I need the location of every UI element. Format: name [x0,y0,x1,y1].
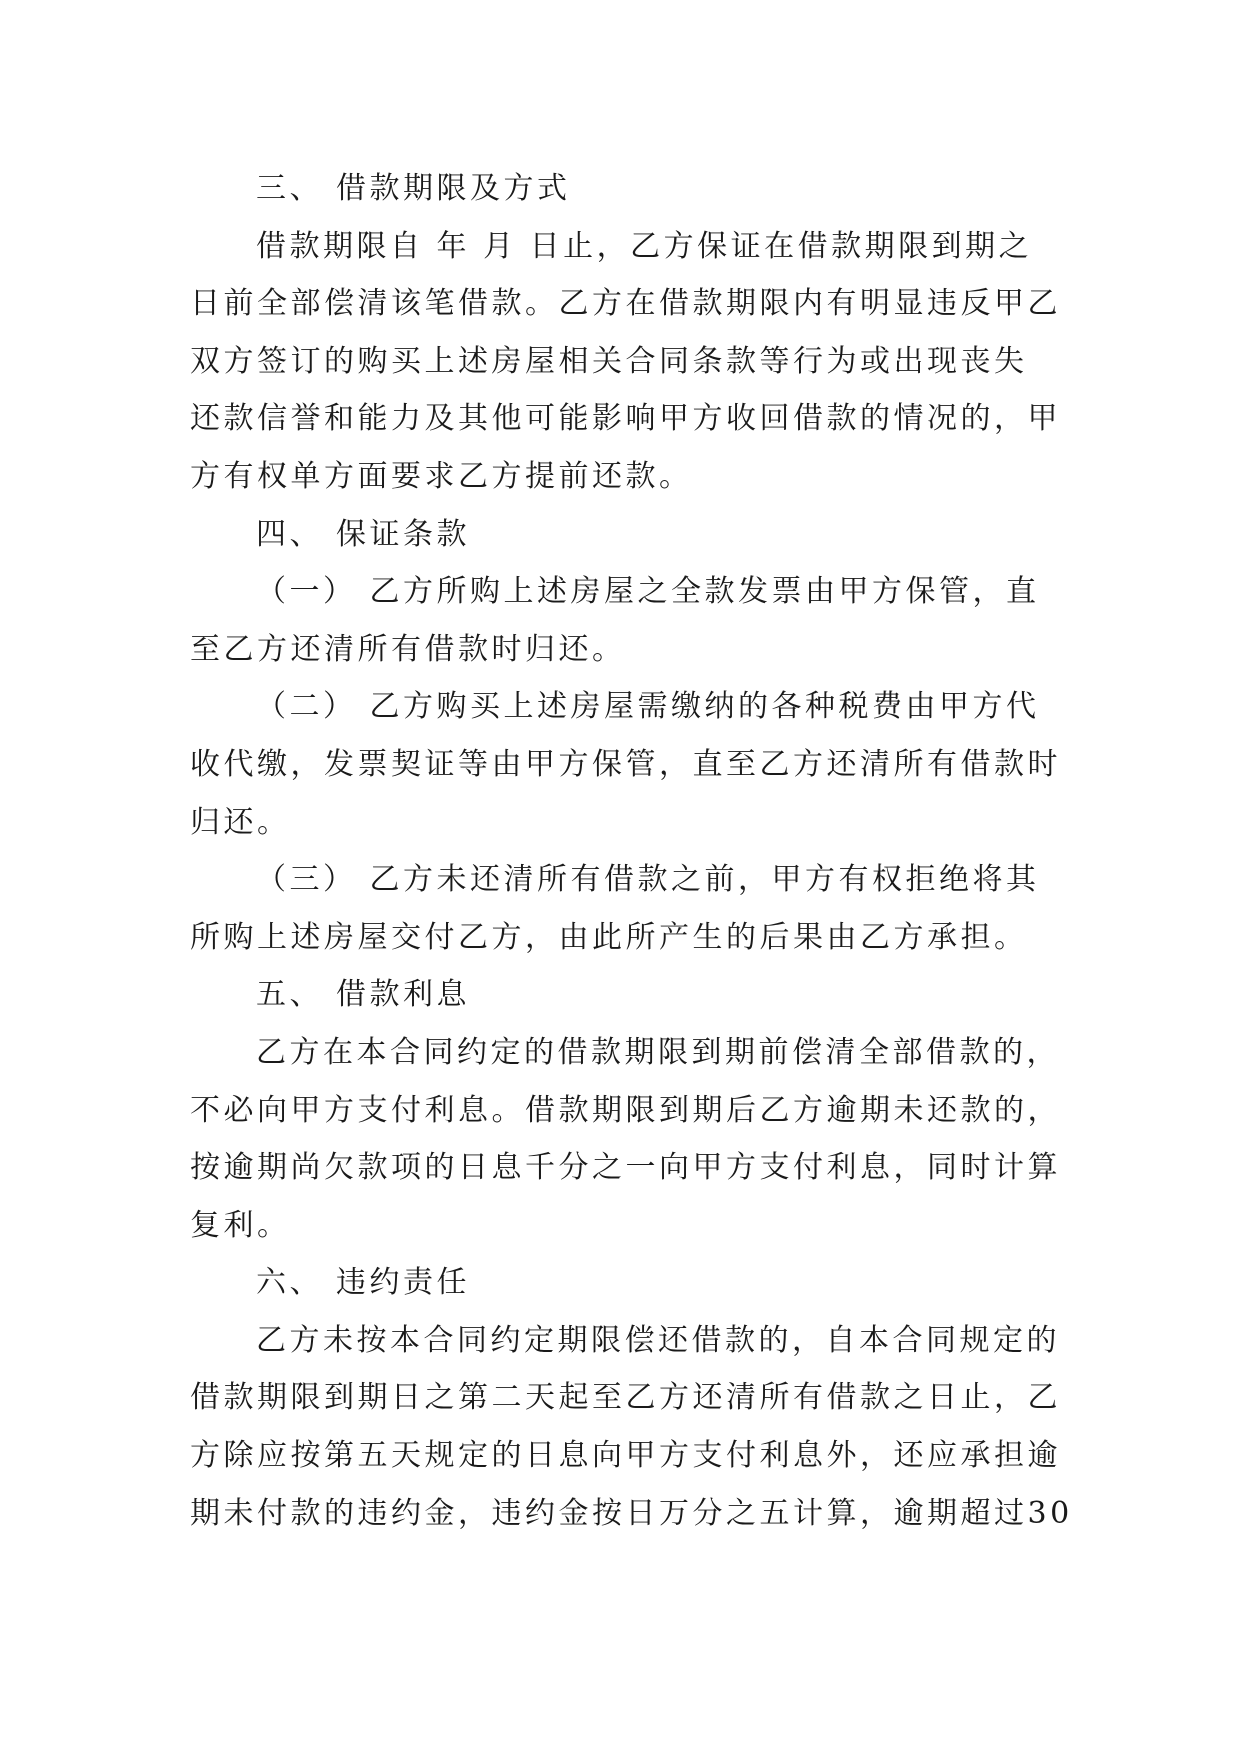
para-4-3 [190,851,1070,966]
text-line: （三） 乙方未还清所有借款之前，甲方有权拒绝将其 [256,862,1040,898]
text-line: 按逾期尚欠款项的日息千分之一向甲方支付利息，同时计算 [190,1150,1061,1186]
text-line: 方有权单方面要求乙方提前还款。 [190,458,693,494]
text-line: 收代缴，发票契证等由甲方保管，直至乙方还清所有借款时 [190,746,1061,782]
text-line: 还款信誉和能力及其他可能影响甲方收回借款的情况的，甲 [190,401,1061,437]
heading-3 [190,160,1070,218]
text-line: 四、 保证条款 [256,516,471,552]
para-6 [190,1312,1073,1542]
heading-5 [190,966,1070,1024]
text-line: 借款期限自 年 月 日止，乙方保证在借款期限到期之 [256,228,1033,264]
text-line: 不必向甲方支付利息。借款期限到期后乙方逾期未还款的， [190,1092,1061,1128]
text-line: 复利。 [190,1207,291,1243]
para-4-2 [190,678,1070,851]
text-line: 日前全部偿清该笔借款。乙方在借款期限内有明显违反甲乙 [190,286,1061,322]
text-line: 至乙方还清所有借款时归还。 [190,631,626,667]
heading-6 [190,1254,1070,1312]
text-line: 六、 违约责任 [256,1265,471,1301]
para-4-1 [190,563,1070,678]
text-line: 双方签订的购买上述房屋相关合同条款等行为或出现丧失 [190,343,1028,379]
text-line: 五、 借款利息 [256,977,471,1013]
text-line: 方除应按第五天规定的日息向甲方支付利息外，还应承担逾 [190,1438,1061,1474]
text-line: （一） 乙方所购上述房屋之全款发票由甲方保管，直 [256,574,1040,610]
text-line: 乙方在本合同约定的借款期限到期前偿清全部借款的， [256,1034,1060,1070]
text-line: 归还。 [190,804,291,840]
para-3 [190,218,1070,506]
text-line: 所购上述房屋交付乙方，由此所产生的后果由乙方承担。 [190,919,1028,955]
para-5 [190,1024,1070,1254]
document-body [190,160,1073,1542]
text-line: 三、 借款期限及方式 [256,171,571,206]
heading-4 [190,506,1070,564]
text-line: 乙方未按本合同约定期限偿还借款的，自本合同规定的 [256,1322,1060,1358]
text-line: 期未付款的违约金，违约金按日万分之五计算，逾期超过30 [190,1495,1073,1531]
text-line: （二） 乙方购买上述房屋需缴纳的各种税费由甲方代 [256,689,1040,725]
text-line: 借款期限到期日之第二天起至乙方还清所有借款之日止，乙 [190,1380,1061,1416]
